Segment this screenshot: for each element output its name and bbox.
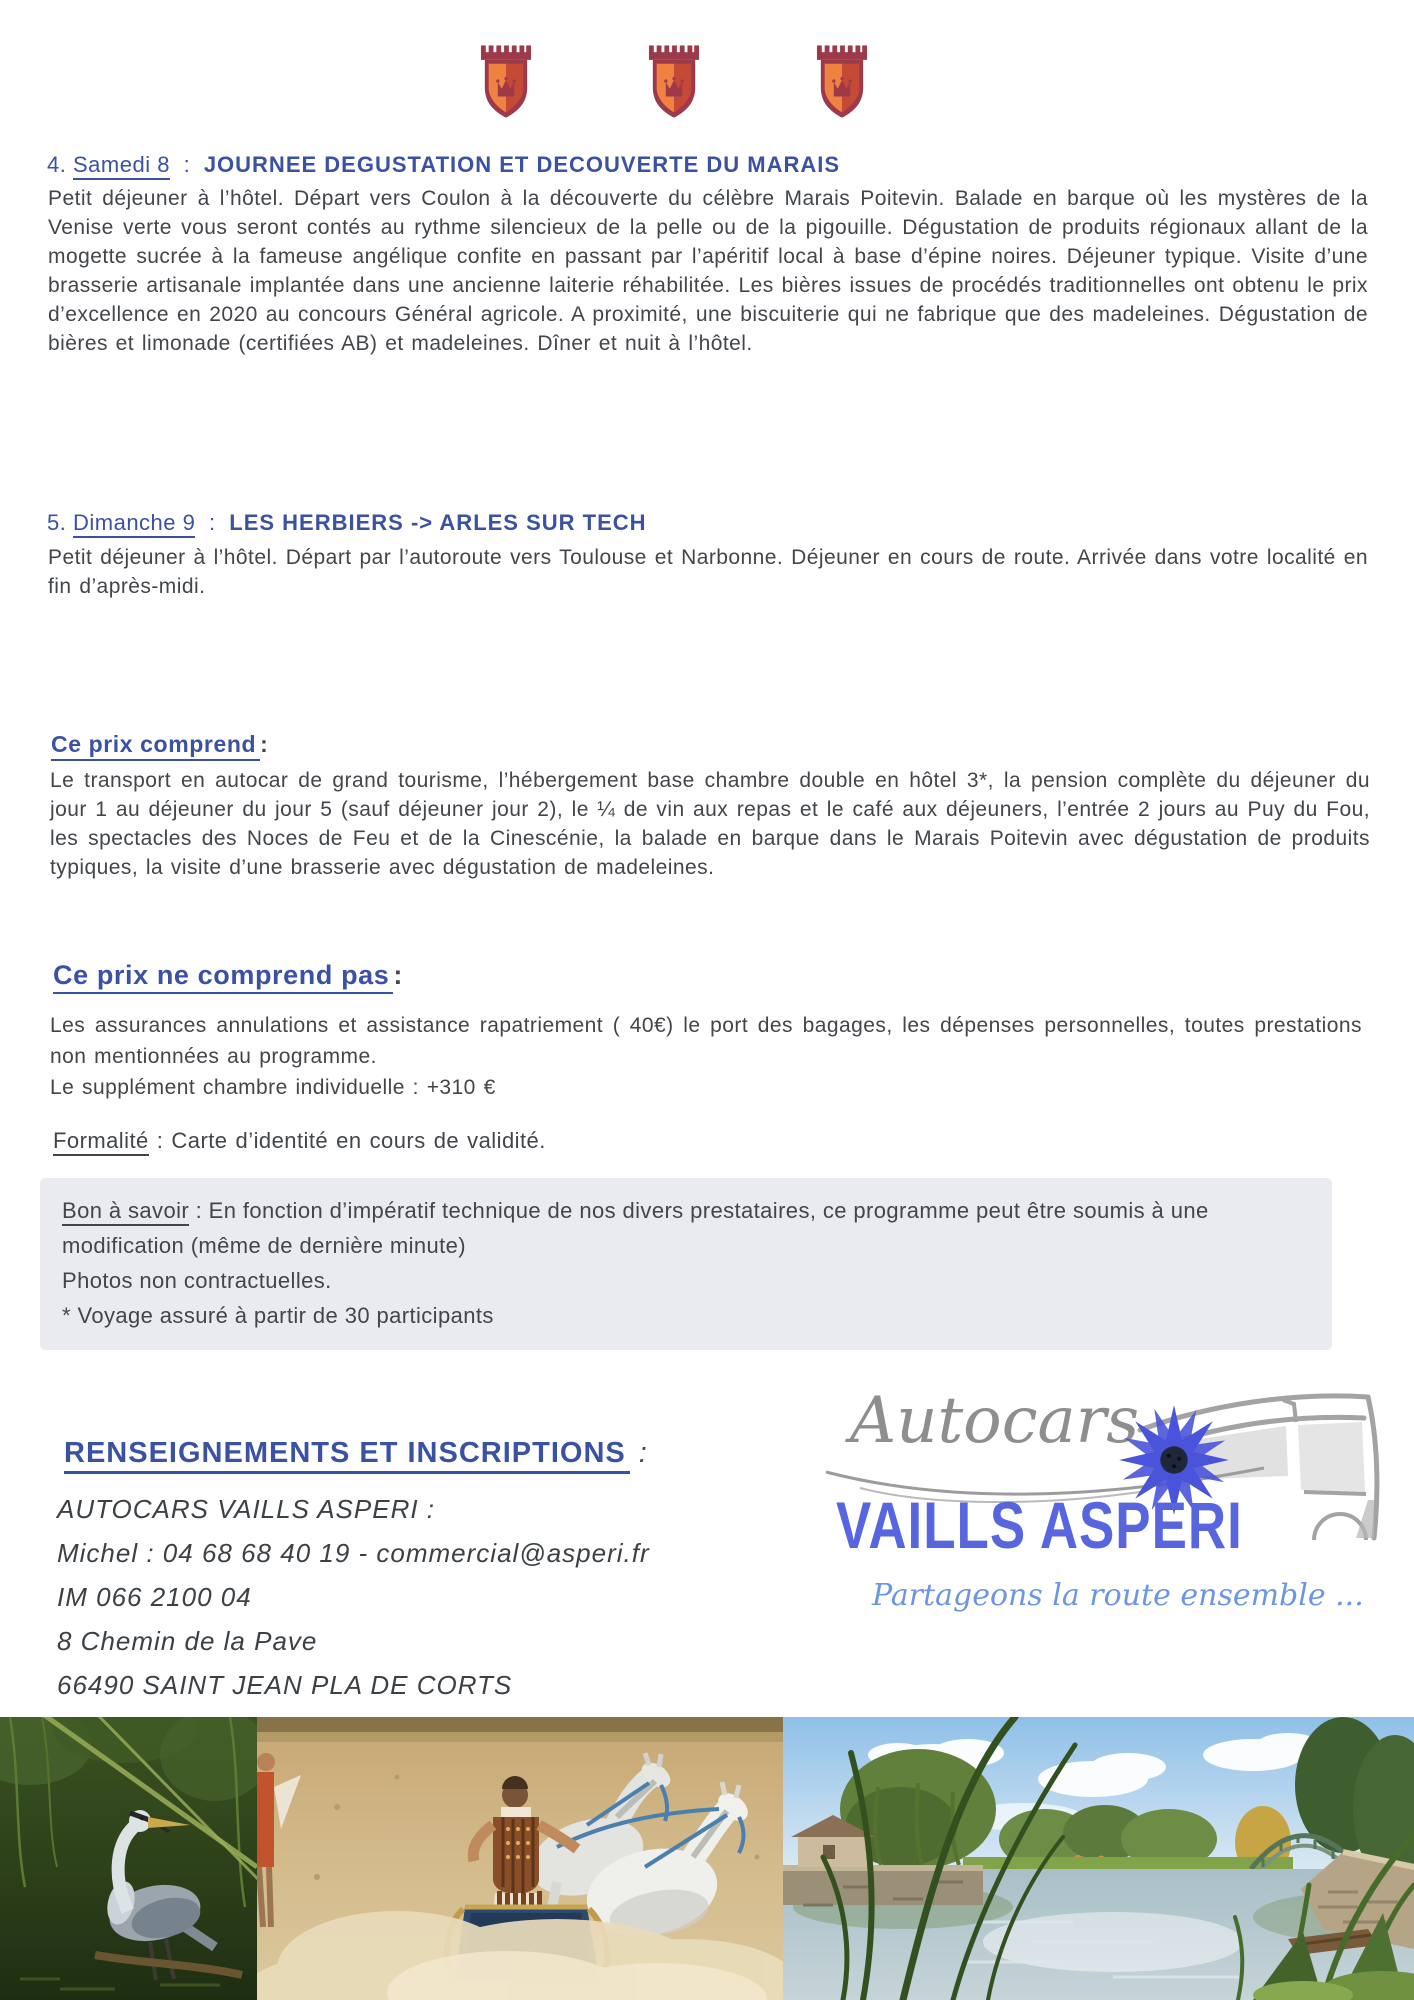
day4-title: JOURNEE DEGUSTATION ET DECOUVERTE DU MARAIS	[203, 152, 841, 177]
excludes-paragraph	[50, 1010, 1362, 1103]
includes-heading	[51, 731, 268, 758]
excludes-title: Ce prix ne comprend pas	[53, 960, 393, 994]
day5-number: 5.	[47, 510, 67, 535]
contact-city: 66490 SAINT JEAN PLA DE CORTS	[57, 1670, 513, 1700]
includes-colon: :	[260, 731, 269, 757]
bon-a-savoir-line2: Photos non contractuelles.	[62, 1268, 332, 1293]
contact-colon: :	[629, 1437, 648, 1469]
excludes-line2: Le supplément chambre individuelle : +310 €	[50, 1076, 496, 1099]
formalite-label: Formalité	[53, 1128, 149, 1156]
day4-paragraph: Petit déjeuner à l’hôtel. Départ vers Coulon à la découverte du célèbre Marais Poitevin. Balade en barque où les mystères de la Venise verte vous seront contés au rythme silencieux de la pelle ou de la pigouille. Dégustation de produits régionaux allant de la mogette sucrée à la fameuse angélique confite en passant par l’apéritif local à base d’épine noires. Déjeuner typique. Visite d’une brasserie artisanale implantée dans une ancienne laiterie réhabilitée. Les bières issues de procédés traditionnelles ont obtenu le prix d’excellence en 2020 au concours Général agricole. A proximité, une biscuiterie qui ne fabrique que des madeleines. Dégustation de bières et limonade (certifiées AB) et madeleines. Dîner et nuit à l’hôtel.	[48, 187, 1368, 355]
castle-shield-icon	[816, 45, 868, 121]
day4-separator: :	[183, 152, 191, 177]
day5-title: LES HERBIERS -> ARLES SUR TECH	[229, 510, 647, 535]
bon-a-savoir-line3: * Voyage assuré à partir de 30 participants	[62, 1303, 494, 1328]
formalite-text: : Carte d’identité en cours de validité.	[148, 1128, 546, 1153]
excludes-heading	[53, 960, 403, 991]
river-photo	[783, 1717, 1414, 2000]
formalite-line	[53, 1126, 546, 1155]
vaills-asperi-logo	[820, 1378, 1414, 1646]
day4-number: 4.	[47, 152, 67, 177]
contact-phone-email: Michel : 04 68 68 40 19 - commercial@asperi.fr	[57, 1538, 650, 1568]
day5-day-label: Dimanche 9	[73, 510, 195, 538]
contact-title: RENSEIGNEMENTS ET INSCRIPTIONS	[64, 1437, 630, 1474]
heron-photo	[0, 1717, 257, 2000]
excludes-line1: Les assurances annulations et assistance rapatriement ( 40€) le port des bagages, les dépenses personnelles, toutes prestations non mentionnées au programme.	[50, 1014, 1362, 1068]
contact-block	[57, 1487, 650, 1707]
contact-license: IM 066 2100 04	[57, 1582, 252, 1612]
excludes-colon: :	[393, 960, 403, 990]
contact-company: AUTOCARS VAILLS ASPERI :	[57, 1494, 436, 1524]
shield-icons-row	[0, 45, 1381, 121]
contact-heading	[64, 1437, 648, 1470]
bon-a-savoir-label: Bon à savoir	[62, 1198, 189, 1226]
contact-street: 8 Chemin de la Pave	[57, 1626, 318, 1656]
logo-script-word: Autocars	[850, 1384, 1140, 1458]
day4-heading	[47, 152, 840, 178]
castle-shield-icon	[648, 45, 700, 121]
includes-title: Ce prix comprend	[51, 731, 260, 761]
day5-heading	[47, 510, 647, 536]
bon-a-savoir-box	[40, 1178, 1332, 1350]
day4-day-label: Samedi 8	[73, 152, 170, 180]
day5-separator: :	[209, 510, 216, 535]
includes-paragraph: Le transport en autocar de grand tourisme, l’hébergement base chambre double en hôtel 3*, la pension complète du déjeuner du jour 1 au déjeuner du jour 5 (sauf déjeuner jour 2), le ¼ de vin aux repas et le café aux déjeuners, l’entrée 2 jours au Puy du Fou, les spectacles des Noces de Feu et de la Cinescénie, la balade en barque dans le Marais Poitevin avec dégustation de produits typiques, la visite d’une brasserie avec dégustation de madeleines.	[50, 769, 1370, 879]
logo-tagline: Partageons la route ensemble ...	[872, 1578, 1364, 1613]
logo-company-name: VAILLS ASPERI	[836, 1489, 1243, 1563]
bon-a-savoir-line1: Bon à savoir : En fonction d’impératif technique de nos divers prestataires, ce programme peut être soumis à une modification (même de dernière minute)	[62, 1198, 1209, 1258]
castle-shield-icon	[480, 45, 532, 121]
day5-paragraph: Petit déjeuner à l’hôtel. Départ par l’autoroute vers Toulouse et Narbonne. Déjeuner en cours de route. Arrivée dans votre localité en fin d’après-midi.	[48, 546, 1368, 598]
photo-strip	[0, 1717, 1414, 2000]
chariot-photo	[257, 1717, 783, 2000]
